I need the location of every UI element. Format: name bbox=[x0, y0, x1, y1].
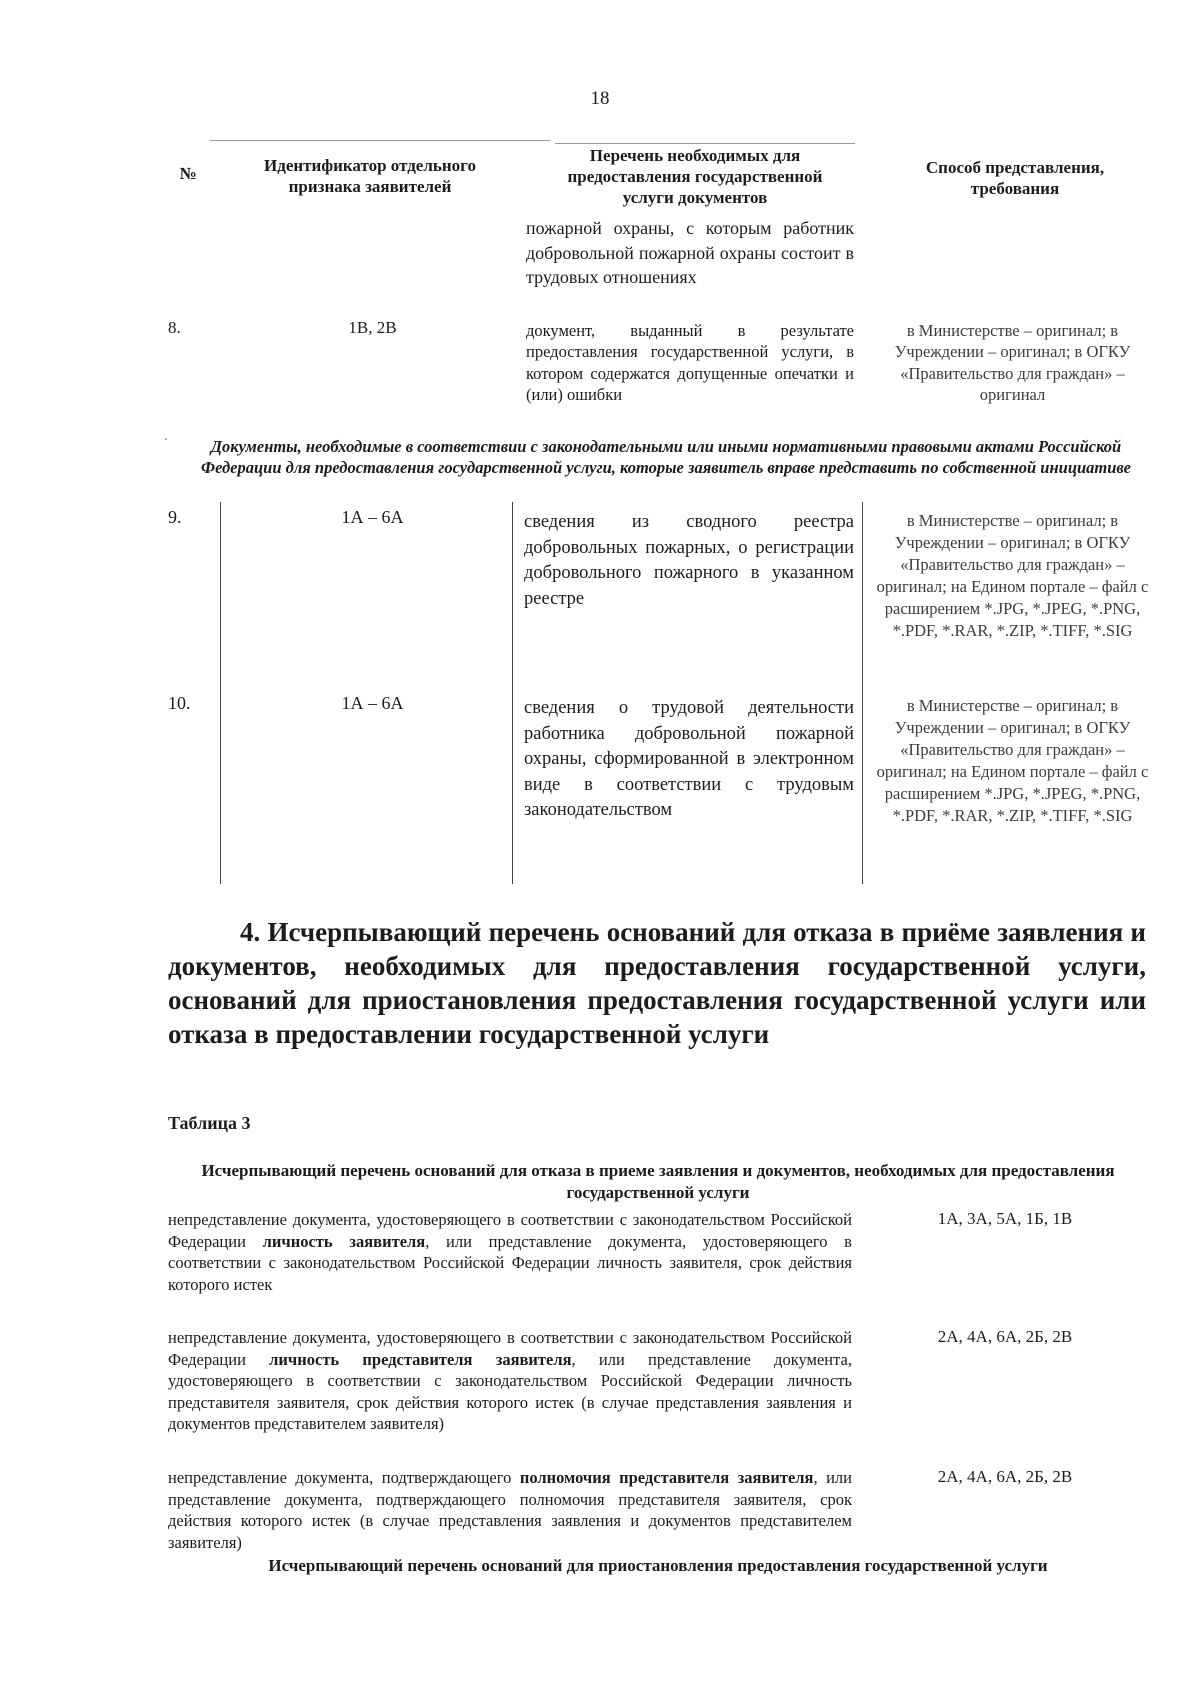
page-number: 18 bbox=[590, 88, 610, 109]
row-8-documents: документ, выданный в результате предоставления государственной услуги, в котором содержатся допущенные опечатки и (или) ошибки bbox=[526, 321, 854, 404]
table-3-row-3-text: непредставление документа, подтверждающего полномочия представителя заявителя, или представление документа, подтверждающего полномочия представителя заявителя, срок действия которого истек (в случае представления заявления и документов представителем заявителя) bbox=[168, 1468, 852, 1552]
continued-row-documents: пожарной охраны, с которым работник добровольной пожарной охраны состоит в трудовых отношениях bbox=[526, 218, 854, 287]
note-marker: ˑ bbox=[164, 434, 168, 449]
row-8-method: в Министерстве – оригинал; в Учреждении – оригинал; в ОГКУ «Правительство для граждан» – оригинал bbox=[894, 321, 1131, 404]
table-3-row-3-codes: 2А, 4А, 6А, 2Б, 2В bbox=[937, 1467, 1073, 1486]
row-8-identifier: 1В, 2В bbox=[348, 318, 397, 337]
column-header-method: Способ представления, требования bbox=[925, 158, 1105, 198]
table-note: Документы, необходимые в соответствии с законодательными или иными нормативными правовыми актами Российской Федерации для предоставления государственной услуги, которые заявитель вправе представить по собственной инициативе bbox=[201, 437, 1131, 477]
column-border bbox=[862, 502, 863, 884]
table-3-row-1-codes: 1А, 3А, 5А, 1Б, 1В bbox=[937, 1209, 1073, 1228]
row-10-number: 10. bbox=[168, 693, 191, 713]
header-rule bbox=[210, 140, 550, 141]
column-border bbox=[512, 502, 513, 884]
table-3-heading: Исчерпывающий перечень оснований для отказа в приеме заявления и документов, необходимых для предоставления государственной услуги bbox=[201, 1161, 1115, 1202]
row-9-number: 9. bbox=[168, 507, 182, 527]
row-10-documents: сведения о трудовой деятельности работника добровольной пожарной охраны, сформированной в электронном виде в соответствии с трудовым законодательством bbox=[524, 698, 854, 820]
header-rule bbox=[555, 143, 855, 144]
table-3-row-2-codes: 2А, 4А, 6А, 2Б, 2В bbox=[937, 1327, 1073, 1346]
row-10-identifier: 1А – 6А bbox=[341, 693, 404, 713]
column-border bbox=[220, 502, 221, 884]
column-header-num: № bbox=[179, 164, 197, 183]
column-header-identifier: Идентификатор отдельного признака заявителей bbox=[264, 156, 476, 196]
table-3-row-2-text: непредставление документа, удостоверяющего в соответствии с законодательством Российской Федерации личность представителя заявителя, или представление документа, удостоверяющего в соответствии с законодательством Российской Федерации личность представителя заявителя, срок действия которого истек (в случае представления заявления и документов представителем заявителя) bbox=[168, 1328, 852, 1433]
row-9-method: в Министерстве – оригинал; в Учреждении – оригинал; в ОГКУ «Правительство для граждан» – оригинал; на Едином портале – файл с расширением *.JPG, *.JPEG, *.PNG, *.PDF, *.RAR, *.ZIP, *.TIFF, *.SIG bbox=[876, 511, 1149, 640]
row-9-identifier: 1А – 6А bbox=[341, 507, 404, 527]
table-3-next-heading: Исчерпывающий перечень оснований для приостановления предоставления государственной услуги bbox=[268, 1556, 1048, 1575]
row-9-documents: сведения из сводного реестра добровольных пожарных, о регистрации добровольного пожарного в указанном реестре bbox=[524, 512, 854, 609]
table-3-row-1-text: непредставление документа, удостоверяющего в соответствии с законодательством Российской Федерации личность заявителя, или представление документа, удостоверяющего в соответствии с законодательством Российской Федерации личность заявителя, срок действия которого истек bbox=[168, 1210, 852, 1294]
row-8-number: 8. bbox=[168, 318, 181, 337]
section-4-heading: 4. Исчерпывающий перечень оснований для отказа в приёме заявления и документов, необходимых для предоставления государственной услуги, оснований для приостановления предоставления государственной услуги или отказа в предоставлении государственной услуги bbox=[168, 917, 1146, 1049]
column-header-documents: Перечень необходимых для предоставления государственной услуги документов bbox=[567, 146, 823, 207]
table-3-label: Таблица 3 bbox=[168, 1113, 251, 1133]
row-10-method: в Министерстве – оригинал; в Учреждении – оригинал; в ОГКУ «Правительство для граждан» – оригинал; на Едином портале – файл с расширением *.JPG, *.JPEG, *.PNG, *.PDF, *.RAR, *.ZIP, *.TIFF, *.SIG bbox=[876, 696, 1149, 825]
